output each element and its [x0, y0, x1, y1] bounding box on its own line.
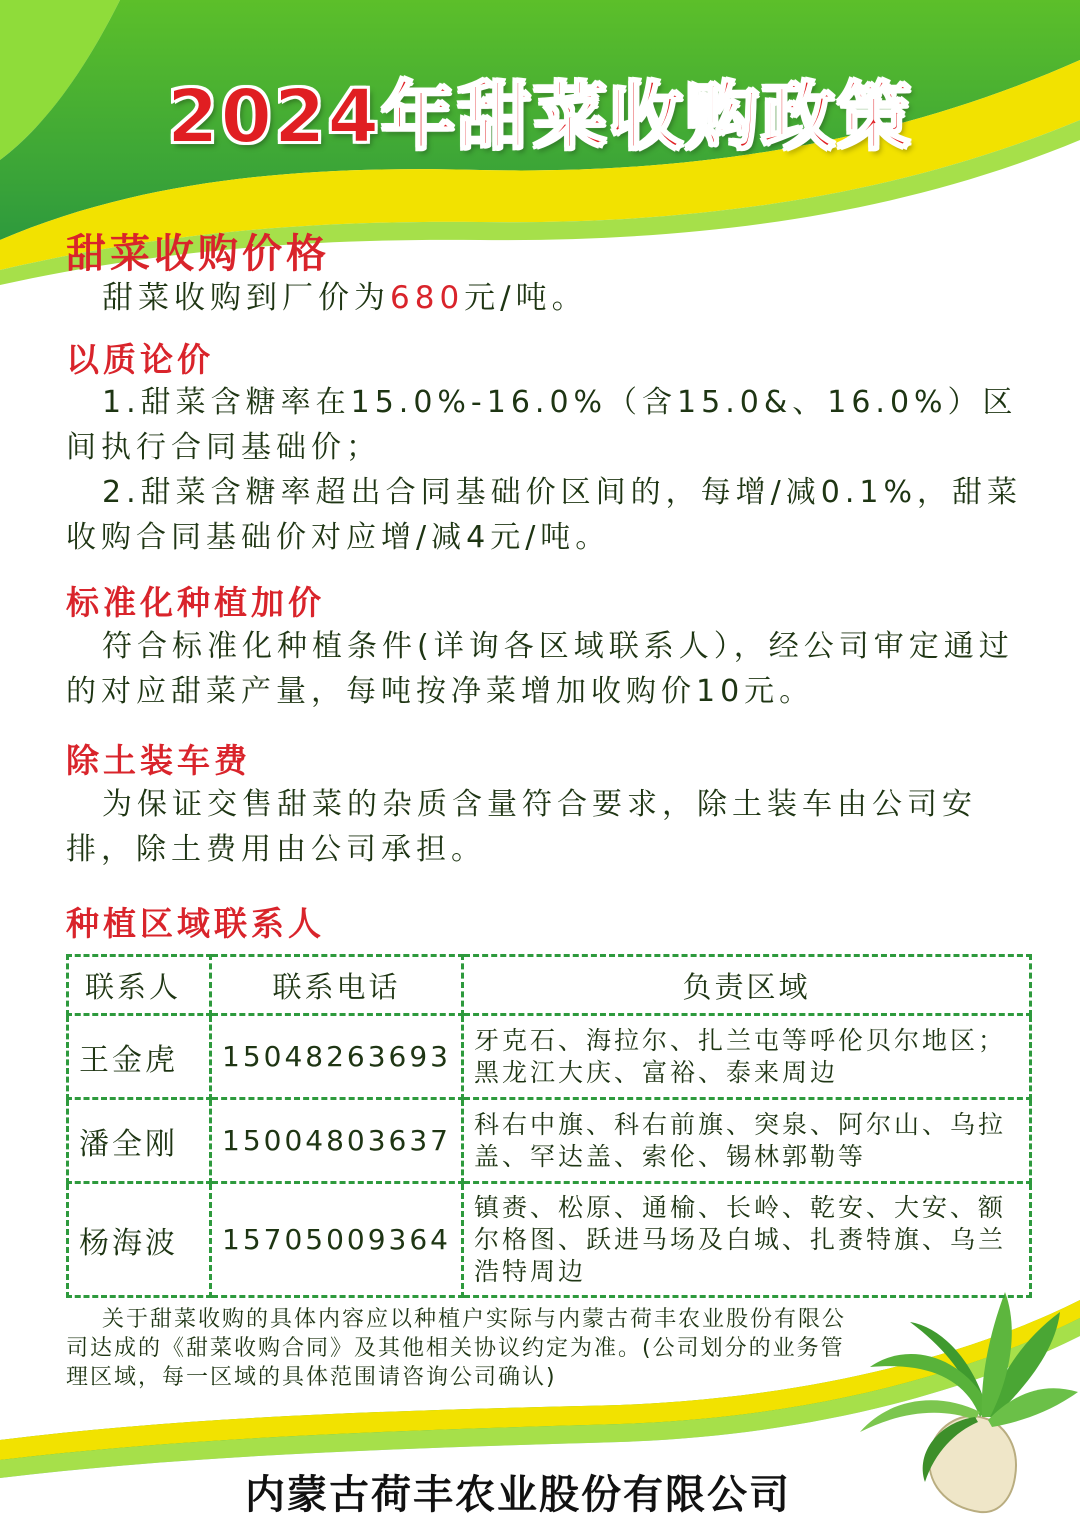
- section-heading-soil: 除土装车费: [66, 741, 251, 780]
- disclaimer-body: 关于甜菜收购的具体内容应以种植户实际与内蒙古荷丰农业股份有限公司达成的《甜菜收购合同》及其他相关协议约定为准。(公司划分的业务管理区域，每一区域的具体范围请咨询公司确认): [66, 1307, 847, 1390]
- table-header-row: [68, 956, 1031, 1015]
- column-header-phone: 联系电话: [211, 956, 463, 1015]
- price-text-after: 元/吨。: [464, 280, 588, 316]
- column-header-area: 负责区域: [462, 956, 1030, 1015]
- contact-phone[interactable]: 15705009364: [211, 1183, 463, 1297]
- contact-name: 王金虎: [68, 1015, 211, 1099]
- table-row: [68, 1183, 1031, 1297]
- soil-text: 为保证交售甜菜的杂质含量符合要求，除土装车由公司安排，除土费用由公司承担。: [66, 787, 977, 867]
- table-row: [68, 1099, 1031, 1183]
- contact-phone[interactable]: 15004803637: [211, 1099, 463, 1183]
- contact-phone[interactable]: 15048263693: [211, 1015, 463, 1099]
- quality-item-1-text: 1.甜菜含糖率在15.0%-16.0%（含15.0&、16.0%）区间执行合同基础价；: [66, 385, 1018, 465]
- column-header-name: 联系人: [68, 956, 211, 1015]
- contact-name: 杨海波: [68, 1183, 211, 1297]
- quality-item-1: [66, 380, 1032, 470]
- section-heading-price: 甜菜收购价格: [66, 231, 330, 277]
- contact-area: 镇赉、松原、通榆、长岭、乾安、大安、额尔格图、跃进马场及白城、扎赉特旗、乌兰浩特周边: [462, 1183, 1030, 1297]
- standard-paragraph: [66, 624, 1032, 714]
- section-heading-quality: 以质论价: [66, 340, 214, 379]
- company-name: 内蒙古荷丰农业股份有限公司: [245, 1472, 791, 1518]
- contact-area: 牙克石、海拉尔、扎兰屯等呼伦贝尔地区；黑龙江大庆、富裕、泰来周边: [462, 1015, 1030, 1099]
- contacts-table: [66, 954, 1032, 1298]
- section-heading-standard: 标准化种植加价: [66, 583, 325, 622]
- contact-area: 科右中旗、科右前旗、突泉、阿尔山、乌拉盖、罕达盖、索伦、锡林郭勒等: [462, 1099, 1030, 1183]
- page-title: 2024年甜菜收购政策: [167, 74, 913, 160]
- quality-item-2-text: 2.甜菜含糖率超出合同基础价区间的，每增/减0.1%，甜菜收购合同基础价对应增/减4元/吨。: [66, 475, 1022, 555]
- table-row: [68, 1015, 1031, 1099]
- quality-item-2: [66, 470, 1032, 560]
- price-paragraph: [66, 276, 1032, 321]
- price-value: 680: [390, 280, 465, 316]
- standard-text: 符合标准化种植条件(详询各区域联系人），经公司审定通过的对应甜菜产量，每吨按净菜增加收购价10元。: [66, 629, 1014, 709]
- price-text-before: 甜菜收购到厂价为: [102, 280, 390, 316]
- section-heading-contacts: 种植区域联系人: [66, 904, 325, 943]
- soil-paragraph: [66, 782, 1032, 872]
- disclaimer-text: [66, 1305, 846, 1392]
- contact-name: 潘全刚: [68, 1099, 211, 1183]
